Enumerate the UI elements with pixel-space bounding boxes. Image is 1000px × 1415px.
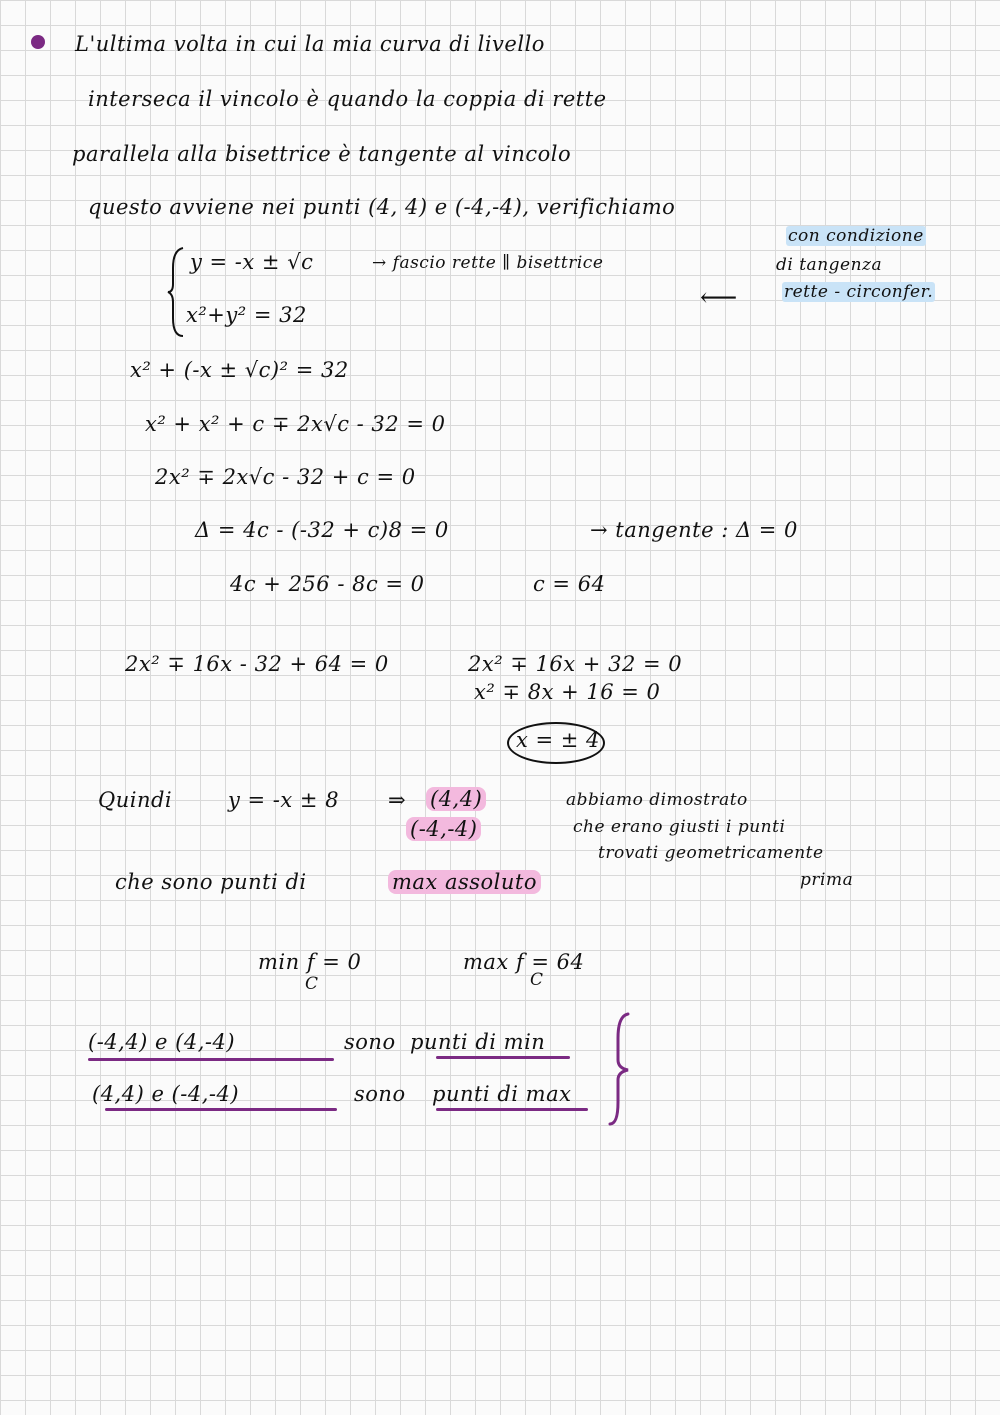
summary-line-2-points: (4,4) e (-4,-4)	[92, 1082, 240, 1106]
step-4: Δ = 4c - (-32 + c)8 = 0	[195, 518, 449, 542]
step-6: c = 64	[533, 572, 606, 596]
step-2: x² + x² + c ∓ 2x√c - 32 = 0	[145, 412, 446, 436]
system-eq-1-note: → fascio rette ∥ bisettrice	[372, 253, 604, 273]
tangent-note: → tangente : Δ = 0	[590, 518, 798, 542]
min-f: min f = 0	[258, 950, 362, 974]
system-brace	[165, 244, 187, 340]
max-f: max f = 64	[463, 950, 585, 974]
summary-line-1-points: (-4,4) e (4,-4)	[88, 1030, 236, 1054]
paragraph-line-2: interseca il vincolo è quando la coppia di rette	[88, 87, 607, 111]
summary-line-2-sono: sono	[354, 1082, 406, 1106]
point-4-4	[426, 787, 486, 811]
quindi-note-1: abbiamo dimostrato	[566, 790, 748, 810]
paragraph-line-3: parallela alla bisettrice è tangente al vincolo	[72, 142, 572, 166]
summary-line-1-sono: sono	[344, 1030, 396, 1054]
max-f-subscript: C	[530, 970, 544, 990]
implies-arrow-icon: ⇒	[388, 788, 407, 812]
max-line-highlight	[388, 870, 541, 894]
underline-min-points	[88, 1058, 334, 1061]
side-note-line-1-text: con condizione	[788, 226, 924, 246]
underline-min-label	[436, 1056, 570, 1059]
bullet-point	[31, 35, 45, 49]
min-f-subscript: C	[305, 974, 319, 994]
substitution-left: 2x² ∓ 16x - 32 + 64 = 0	[125, 652, 389, 676]
max-line-start: che sono punti di	[115, 870, 307, 894]
quindi-note-3: trovati geometricamente	[598, 843, 824, 863]
summary-line-1-end: punti di min	[410, 1030, 546, 1054]
step-3: 2x² ∓ 2x√c - 32 + c = 0	[155, 465, 416, 489]
step-1: x² + (-x ± √c)² = 32	[130, 358, 349, 382]
side-note-line-3-text: rette - circonfer.	[784, 282, 934, 302]
paragraph-line-1: L'ultima volta in cui la mia curva di livello	[75, 32, 545, 56]
summary-brace	[606, 1010, 634, 1128]
left-arrow-icon: ⟵	[700, 283, 738, 313]
substitution-right-2: x² ∓ 8x + 16 = 0	[474, 680, 661, 704]
substitution-right-1: 2x² ∓ 16x + 32 = 0	[468, 652, 683, 676]
quindi-eq: y = -x ± 8	[228, 788, 340, 812]
quindi-label: Quindi	[98, 788, 173, 812]
side-note-line-2: di tangenza	[776, 255, 883, 275]
paragraph-line-4: questo avviene nei punti (4, 4) e (-4,-4), verifichiamo	[88, 195, 676, 219]
side-note-line-1	[786, 226, 926, 246]
step-5: 4c + 256 - 8c = 0	[230, 572, 425, 596]
underline-max-points	[105, 1108, 337, 1111]
system-eq-1: y = -x ± √c	[190, 250, 314, 274]
side-note-line-3	[782, 282, 935, 302]
max-line-highlight-text: max assoluto	[388, 870, 541, 894]
system-eq-2: x²+y² = 32	[186, 303, 307, 327]
summary-line-2-end: punti di max	[432, 1082, 572, 1106]
quindi-note-2: che erano giusti i punti	[573, 817, 786, 837]
point-neg4-neg4-text: (-4,-4)	[406, 817, 481, 841]
point-neg4-neg4	[406, 817, 481, 841]
quindi-note-4: prima	[800, 870, 854, 890]
point-4-4-text: (4,4)	[426, 787, 486, 811]
solution: x = ± 4	[516, 728, 600, 752]
underline-max-label	[436, 1108, 588, 1111]
